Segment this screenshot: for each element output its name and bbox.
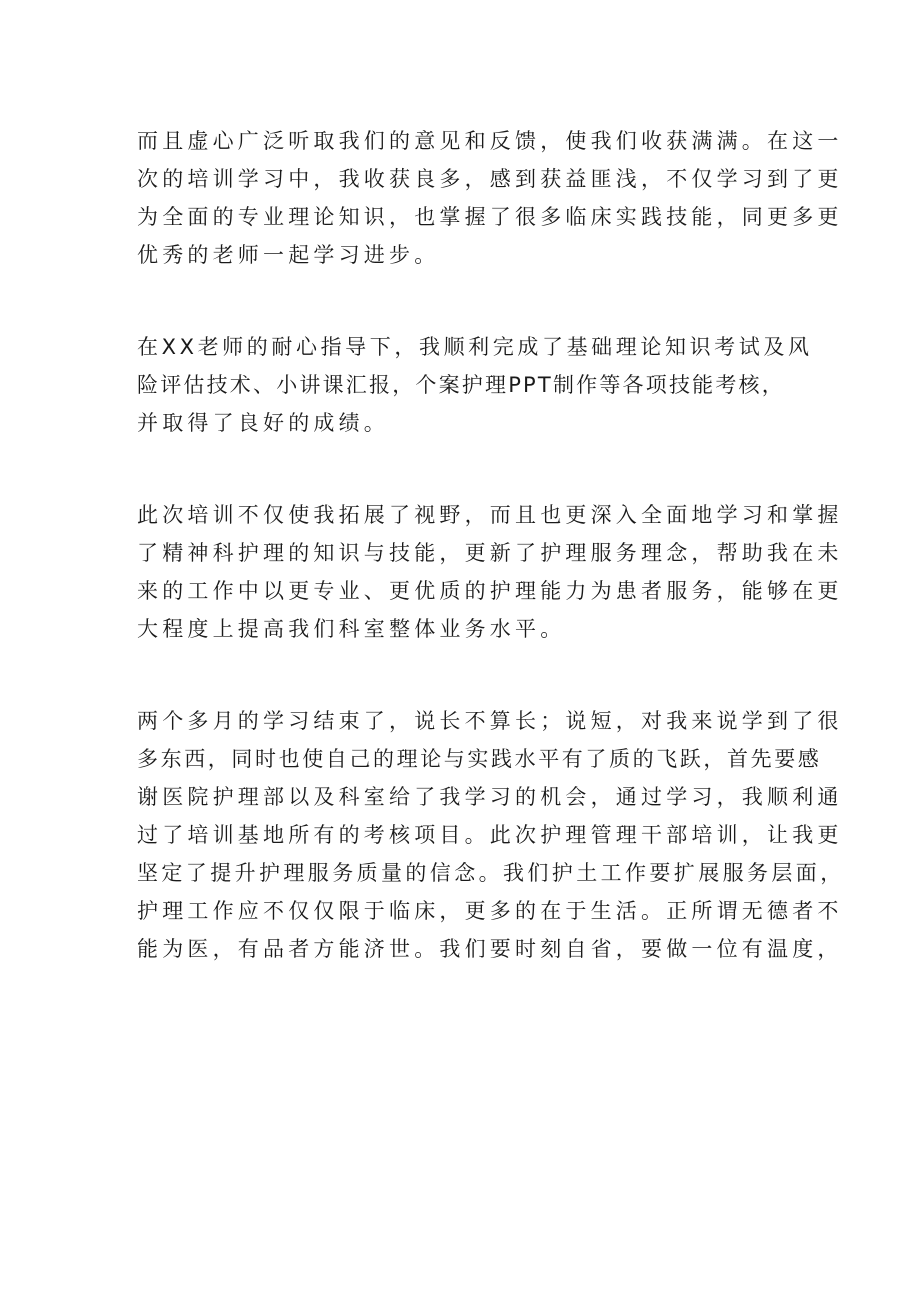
paragraph-line: 两个多月的学习结束了，说长不算长；说短，对我来说学到了很 <box>137 709 843 733</box>
paragraph-line: 大程度上提高我们科室整体业务水平。 <box>137 617 566 641</box>
paragraph-3 <box>137 496 843 648</box>
paragraph-line: 此次培训不仅使我拓展了视野，而且也更深入全面地学习和掌握 <box>137 503 843 527</box>
paragraph-line: 在XX老师的耐心指导下，我顺利完成了基础理论知识考试及风 <box>137 335 813 359</box>
paragraph-line: 次的培训学习中，我收获良多，感到获益匪浅，不仅学习到了更 <box>137 167 843 191</box>
paragraph-line: 坚定了提升护理服务质量的信念。我们护土工作要扩展服务层面， <box>137 861 845 885</box>
paragraph-line: 多东西，同时也使自己的理论与实践水平有了质的飞跃，首先要感 <box>137 747 822 771</box>
paragraph-line: 谢医院护理部以及科室给了我学习的机会，通过学习，我顺利通 <box>137 785 843 809</box>
paragraph-line: 护理工作应不仅仅限于临床，更多的在于生活。正所谓无德者不 <box>137 899 843 923</box>
paragraph-line: 并取得了良好的成绩。 <box>137 411 389 435</box>
paragraph-4 <box>137 702 845 968</box>
paragraph-line: 了精神科护理的知识与技能，更新了护理服务理念，帮助我在未 <box>137 541 843 565</box>
paragraph-2 <box>137 328 813 442</box>
paragraph-line: 过了培训基地所有的考核项目。此次护理管理干部培训，让我更 <box>137 823 843 847</box>
paragraph-line: 来的工作中以更专业、更优质的护理能力为患者服务，能够在更 <box>137 579 843 603</box>
paragraph-line: 能为医，有品者方能济世。我们要时刻自省，要做一位有温度， <box>137 937 843 961</box>
paragraph-line: 为全面的专业理论知识，也掌握了很多临床实践技能，同更多更 <box>137 205 843 229</box>
paragraph-line: 险评估技术、小讲课汇报，个案护理PPT制作等各项技能考核， <box>137 373 785 397</box>
paragraph-1 <box>137 122 843 274</box>
paragraph-line: 优秀的老师一起学习进步。 <box>137 243 440 267</box>
paragraph-line: 而且虚心广泛听取我们的意见和反馈，使我们收获满满。在这一 <box>137 129 843 153</box>
document-body <box>137 122 845 1022</box>
